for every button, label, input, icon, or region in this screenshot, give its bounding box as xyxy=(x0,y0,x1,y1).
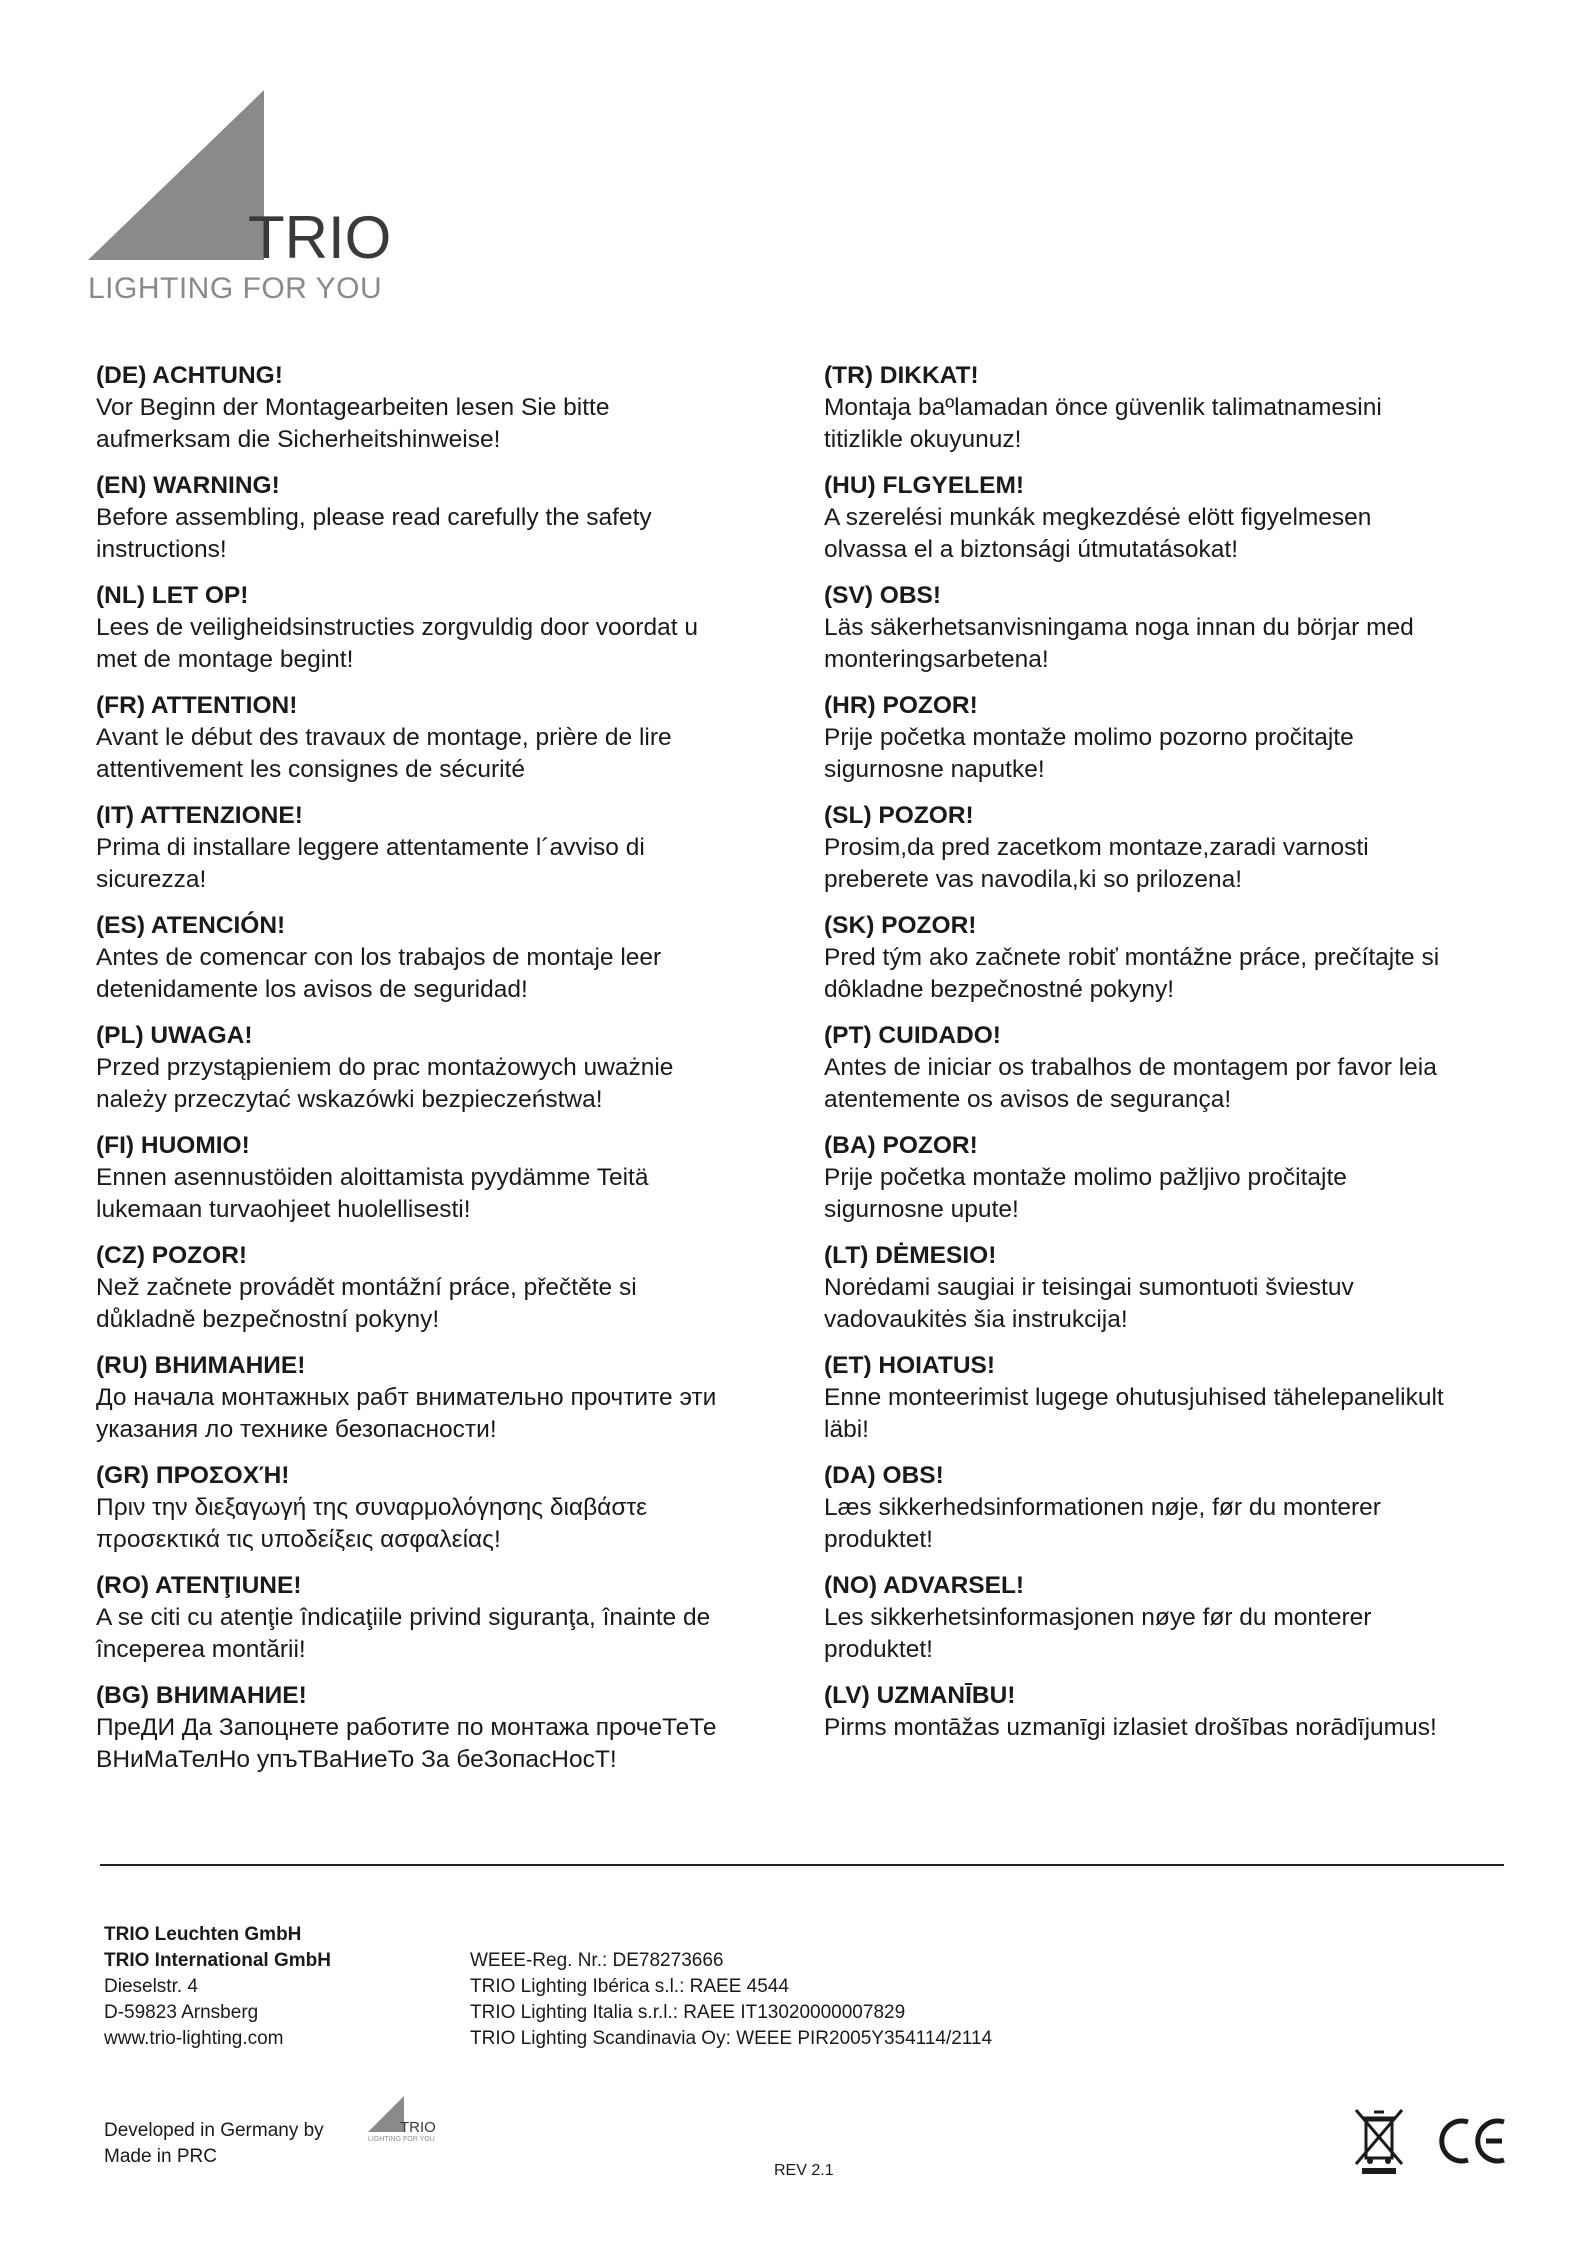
warning-line: dôkladne bezpečnostné pokyny! xyxy=(824,976,1175,1003)
warning-line: До начала монтажных рабт внимательно прочтите эти xyxy=(96,1384,717,1411)
warning-heading: (RO) ATENŢIUNE! xyxy=(96,1572,302,1599)
warning-line: Before assembling, please read carefully the safety xyxy=(96,504,652,531)
warning-heading: (BA) POZOR! xyxy=(824,1132,978,1159)
mini-logo-tagline-text: LIGHTING FOR YOU xyxy=(368,2136,435,2143)
warning-line: Läs säkerhetsanvisningama noga innan du börjar med xyxy=(824,614,1414,641)
trio-logo xyxy=(88,88,408,310)
warning-block-nl xyxy=(96,580,796,676)
street-address: Dieselstr. 4 xyxy=(104,1976,198,1997)
warning-block-fi xyxy=(96,1130,796,1226)
warning-block-no xyxy=(824,1570,1524,1666)
warning-line: Les sikkerhetsinformasjonen nøye før du monterer xyxy=(824,1604,1372,1631)
warning-block-ro xyxy=(96,1570,796,1666)
warning-line: preberete vas navodila,ki so prilozena! xyxy=(824,866,1243,893)
website-link[interactable]: www.trio-lighting.com xyxy=(104,2028,284,2049)
warning-heading: (FR) ATTENTION! xyxy=(96,692,298,719)
company-address xyxy=(104,1922,331,2052)
warning-heading: (GR) ΠΡΟΣΟΧΉ! xyxy=(96,1462,290,1489)
warning-line: Prosim,da pred zacetkom montaze,zaradi varnosti xyxy=(824,834,1369,861)
warning-line: aufmerksam die Sicherheitshinweise! xyxy=(96,426,501,453)
warning-line: Prije početka montaže molimo pozorno pročitajte xyxy=(824,724,1354,751)
warning-line: Norėdami saugiai ir teisingai sumontuoti šviestuv xyxy=(824,1274,1354,1301)
warning-line: olvassa el a biztonsági útmutatásokat! xyxy=(824,536,1239,563)
warning-line: produktet! xyxy=(824,1636,933,1663)
mini-logo-brand-text: TRIO xyxy=(400,2119,436,2136)
warning-line: Πριν την διεξαγωγή της συναρμολόγησης διαβάστε xyxy=(96,1494,648,1521)
warning-heading: (LT) DĖMESIO! xyxy=(824,1242,997,1269)
warning-line: attentivement les consignes de sécurité xyxy=(96,756,525,783)
weee-line: WEEE-Reg. Nr.: DE78273666 xyxy=(470,1950,724,1971)
warning-line: monteringsarbetena! xyxy=(824,646,1049,673)
footer-divider xyxy=(100,1864,1504,1866)
company-name: TRIO International GmbH xyxy=(104,1950,331,1971)
warning-heading: (HR) POZOR! xyxy=(824,692,978,719)
warning-line: Avant le début des travaux de montage, prière de lire xyxy=(96,724,672,751)
warning-heading: (NO) ADVARSEL! xyxy=(824,1572,1025,1599)
warning-block-sv xyxy=(824,580,1524,676)
warning-line: Pirms montāžas uzmanīgi izlasiet drošības norādījumus! xyxy=(824,1714,1437,1741)
warning-line: sigurnosne naputke! xyxy=(824,756,1045,783)
weee-line: TRIO Lighting Scandinavia Oy: WEEE PIR2005Y354114/2114 xyxy=(470,2028,993,2049)
weee-registration xyxy=(470,1948,992,2052)
warning-block-cz xyxy=(96,1240,796,1336)
warning-heading: (TR) DIKKAT! xyxy=(824,362,979,389)
warning-heading: (LV) UZMANĪBU! xyxy=(824,1682,1016,1709)
warning-block-pl xyxy=(96,1020,796,1116)
warning-heading: (SK) POZOR! xyxy=(824,912,977,939)
origin-info xyxy=(104,2118,324,2170)
warning-block-pt xyxy=(824,1020,1524,1116)
warning-heading: (ET) HOIATUS! xyxy=(824,1352,996,1379)
warning-block-lv xyxy=(824,1680,1524,1744)
developed-by-text: Developed in Germany by xyxy=(104,2120,324,2141)
warning-line: vadovaukitės šia instrukcija! xyxy=(824,1306,1128,1333)
warning-line: Prije početka montaže molimo pažljivo pročitajte xyxy=(824,1164,1347,1191)
warning-block-da xyxy=(824,1460,1524,1556)
warning-heading: (BG) ВНИМАНИЕ! xyxy=(96,1682,307,1709)
warnings-right-column xyxy=(824,360,1524,1758)
warning-line: Læs sikkerhedsinformationen nøje, før du monterer xyxy=(824,1494,1381,1521)
warning-line: sicurezza! xyxy=(96,866,207,893)
warning-line: met de montage begint! xyxy=(96,646,354,673)
warning-heading: (DA) OBS! xyxy=(824,1462,944,1489)
warning-block-bg xyxy=(96,1680,796,1776)
warning-line: produktet! xyxy=(824,1526,933,1553)
warning-heading: (HU) FLGYELEM! xyxy=(824,472,1025,499)
warning-line: lukemaan turvaohjeet huolellisesti! xyxy=(96,1196,471,1223)
warning-block-tr xyxy=(824,360,1524,456)
warning-block-es xyxy=(96,910,796,1006)
warning-line: Ennen asennustöiden aloittamista pyydämme Teitä xyxy=(96,1164,649,1191)
warning-heading: (SV) OBS! xyxy=(824,582,942,609)
warning-heading: (PL) UWAGA! xyxy=(96,1022,253,1049)
warning-block-hr xyxy=(824,690,1524,786)
warning-heading: (IT) ATTENZIONE! xyxy=(96,802,303,829)
warning-line: Przed przystąpieniem do prac montażowych uważnie xyxy=(96,1054,674,1081)
city-address: D-59823 Arnsberg xyxy=(104,2002,259,2023)
warning-heading: (SL) POZOR! xyxy=(824,802,974,829)
warning-block-hu xyxy=(824,470,1524,566)
warning-line: προσεκτικά τις υποδείξεις ασφαλείας! xyxy=(96,1526,501,1553)
warning-block-fr xyxy=(96,690,796,786)
warning-block-sk xyxy=(824,910,1524,1006)
trio-mini-logo xyxy=(364,2088,450,2146)
warning-line: Antes de comencar con los trabajos de montaje leer xyxy=(96,944,662,971)
warning-heading: (ES) ATENCIÓN! xyxy=(96,912,286,939)
warning-block-it xyxy=(96,800,796,896)
warning-line: instructions! xyxy=(96,536,227,563)
logo-tagline-text: LIGHTING FOR YOU xyxy=(88,272,383,305)
warning-line: Vor Beginn der Montagearbeiten lesen Sie bitte xyxy=(96,394,610,421)
warning-heading: (PT) CUIDADO! xyxy=(824,1022,1001,1049)
warning-line: Prima di installare leggere attentamente l´avviso di xyxy=(96,834,645,861)
warning-line: Než začnete provádět montážní práce, přečtěte si xyxy=(96,1274,637,1301)
warning-heading: (NL) LET OP! xyxy=(96,582,249,609)
warning-line: titizlikle okuyunuz! xyxy=(824,426,1022,453)
weee-line: TRIO Lighting Italia s.r.l.: RAEE IT13020000007829 xyxy=(470,2002,906,2023)
warning-block-en xyxy=(96,470,796,566)
warning-block-ru xyxy=(96,1350,796,1446)
warning-line: detenidamente los avisos de seguridad! xyxy=(96,976,528,1003)
warning-heading: (CZ) POZOR! xyxy=(96,1242,248,1269)
warning-block-lt xyxy=(824,1240,1524,1336)
warning-heading: (EN) WARNING! xyxy=(96,472,280,499)
logo-brand-text: TRIO xyxy=(248,204,392,271)
warning-line: sigurnosne upute! xyxy=(824,1196,1019,1223)
warning-line: należy przeczytać wskazówki bezpieczeństwa! xyxy=(96,1086,603,1113)
revision-label: REV 2.1 xyxy=(774,2162,834,2179)
warning-line: ВНиМаТелНо упъТВаНиеТо За беЗопасНосТ! xyxy=(96,1746,617,1773)
ce-mark-icon xyxy=(1436,2114,1510,2168)
warning-heading: (RU) ВНИМАНИЕ! xyxy=(96,1352,306,1379)
warning-line: Antes de iniciar os trabalhos de montagem por favor leia xyxy=(824,1054,1437,1081)
warning-line: Montaja baºlamadan önce güvenlik talimatnamesini xyxy=(824,394,1382,421)
warning-line: Lees de veiligheidsinstructies zorgvuldig door voordat u xyxy=(96,614,698,641)
weee-line: TRIO Lighting Ibérica s.l.: RAEE 4544 xyxy=(470,1976,789,1997)
warning-heading: (DE) ACHTUNG! xyxy=(96,362,283,389)
warning-line: důkladně bezpečnostní pokyny! xyxy=(96,1306,440,1333)
made-in-text: Made in PRC xyxy=(104,2146,217,2167)
warning-line: A se citi cu atenţie îndicaţiile privind siguranţa, înainte de xyxy=(96,1604,711,1631)
warning-line: указания ло технике безопасности! xyxy=(96,1416,497,1443)
warning-line: läbi! xyxy=(824,1416,869,1443)
company-name: TRIO Leuchten GmbH xyxy=(104,1924,302,1945)
warning-line: Enne monteerimist lugege ohutusjuhised tähelepanelikult xyxy=(824,1384,1444,1411)
warning-block-sl xyxy=(824,800,1524,896)
warning-line: începerea montării! xyxy=(96,1636,306,1663)
warning-block-et xyxy=(824,1350,1524,1446)
warning-line: atentemente os avisos de segurança! xyxy=(824,1086,1232,1113)
warning-line: A szerelési munkák megkezdésė elött figyelmesen xyxy=(824,504,1372,531)
warning-line: Pred tým ako začnete robiť montážne práce, prečítajte si xyxy=(824,944,1440,971)
warning-heading: (FI) HUOMIO! xyxy=(96,1132,250,1159)
warning-block-gr xyxy=(96,1460,796,1556)
warning-line: ПреДИ Да Запоцнете работите по монтажа прочеТеТе xyxy=(96,1714,717,1741)
warnings-left-column xyxy=(96,360,796,1790)
weee-bin-icon xyxy=(1352,2106,1406,2176)
warning-block-de xyxy=(96,360,796,456)
warning-block-ba xyxy=(824,1130,1524,1226)
